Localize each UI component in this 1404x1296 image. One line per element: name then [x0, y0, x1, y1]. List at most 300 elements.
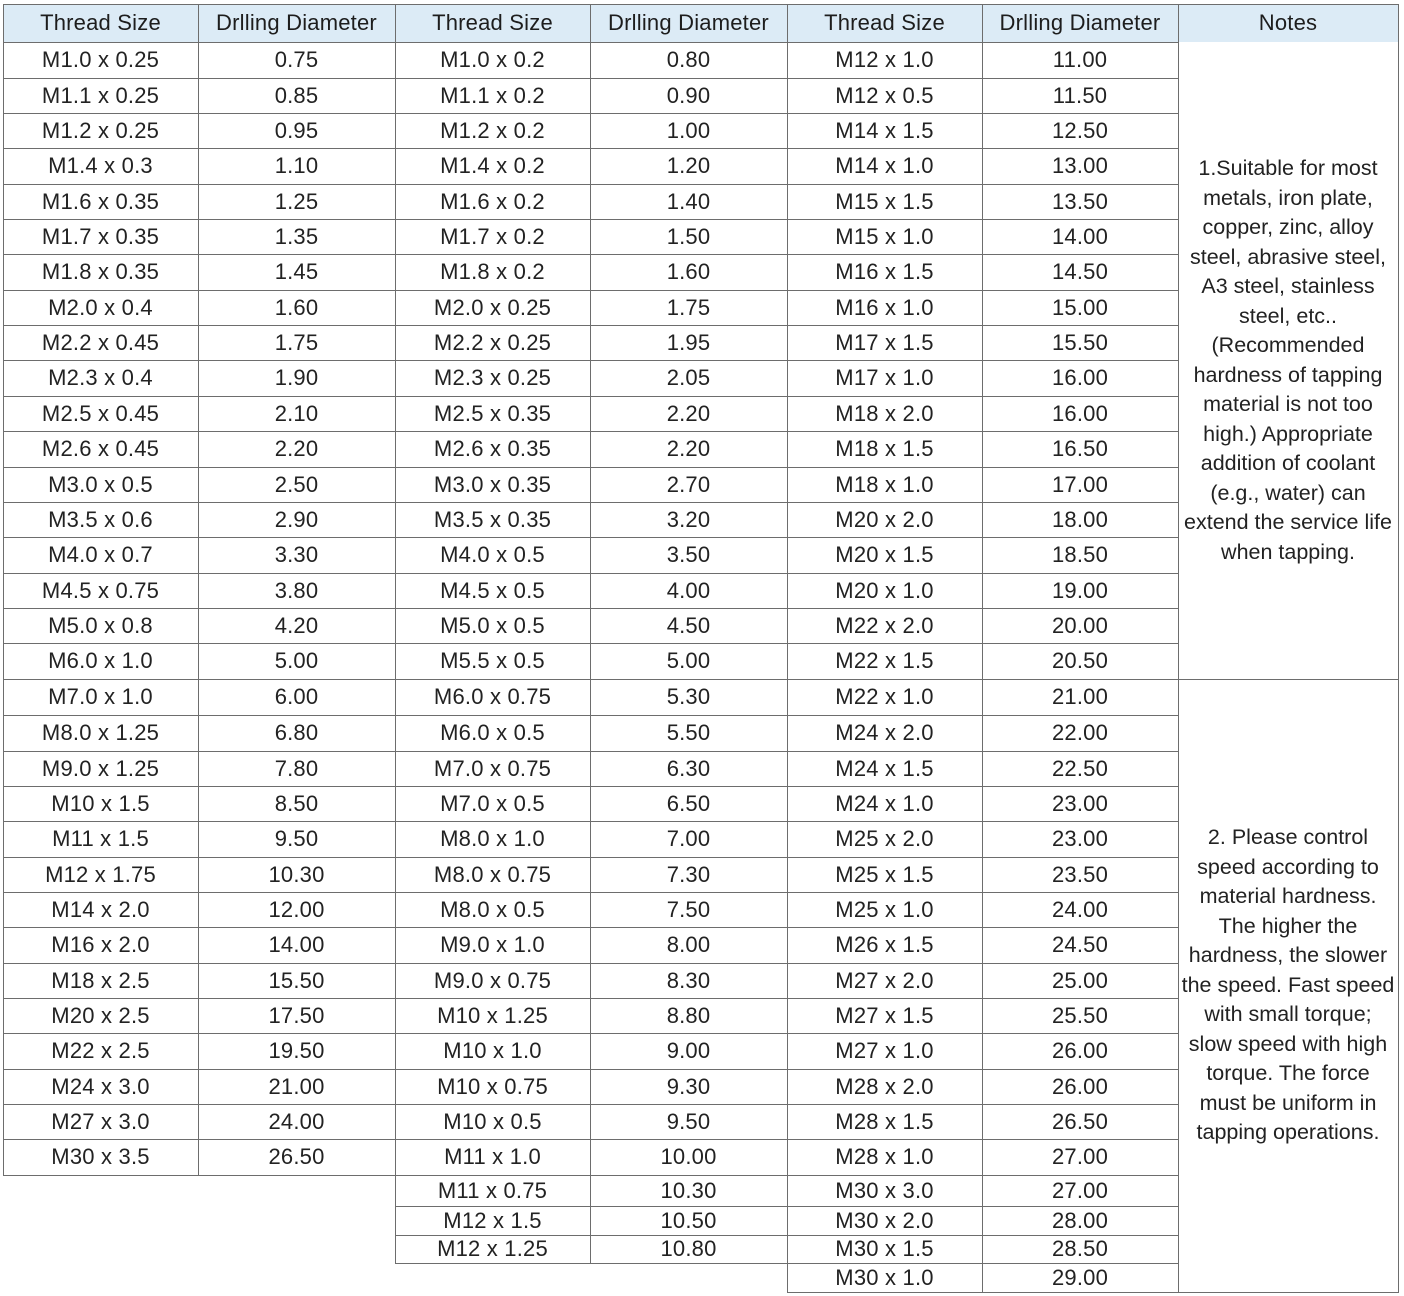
table-rule — [395, 42, 788, 43]
thread-size-cell: M8.0 x 1.0 — [440, 826, 545, 851]
drilling-diameter-cell: 26.50 — [268, 1144, 325, 1169]
thread-size-cell: M24 x 2.0 — [835, 720, 934, 745]
drilling-diameter-cell: 21.00 — [1051, 684, 1109, 709]
thread-size-cell: M20 x 2.5 — [51, 1002, 150, 1028]
table-rule — [395, 927, 788, 928]
table-rule — [787, 396, 1179, 397]
table-rule — [395, 219, 788, 220]
thread-size-cell: M28 x 2.0 — [835, 1073, 934, 1099]
thread-size-cell: M12 x 1.5 — [443, 1207, 542, 1233]
table-rule — [3, 290, 396, 291]
table-rule — [787, 502, 1179, 503]
table-rule — [787, 1069, 1179, 1070]
drilling-diameter-cell: 5.00 — [274, 648, 319, 673]
table-rule — [3, 998, 396, 999]
thread-size-cell: M2.2 x 0.45 — [41, 329, 160, 355]
drilling-diameter-cell: 8.00 — [666, 932, 711, 957]
thread-size-cell: M17 x 1.5 — [835, 329, 934, 355]
table-rule — [787, 1263, 1179, 1264]
drilling-diameter-cell: 1.40 — [666, 188, 711, 214]
thread-size-cell: M2.3 x 0.4 — [48, 365, 153, 390]
thread-size-cell: M2.6 x 0.35 — [433, 436, 552, 461]
table-rule — [3, 184, 396, 185]
drilling-diameter-cell: 1.75 — [274, 329, 319, 355]
drilling-diameter-cell: 1.20 — [666, 153, 711, 178]
table-rule — [395, 1069, 788, 1070]
thread-size-cell: M11 x 1.0 — [444, 1144, 541, 1169]
drilling-diameter-cell: 6.80 — [274, 720, 319, 745]
table-rule — [395, 4, 396, 1264]
drilling-diameter-cell: 26.00 — [1051, 1038, 1109, 1063]
drilling-diameter-cell: 20.00 — [1051, 612, 1109, 638]
thread-size-cell: M16 x 2.0 — [51, 932, 150, 957]
note-1: 1.Suitable for most metals, iron plate, copper, zinc, alloy steel, abrasive steel, A3 steel, stainless steel, etc..(Recommended hardness of tapping material is not too high.) Appropriate addition of coolant (e.g., water) can extend the service life when tapping. — [1184, 156, 1392, 564]
drilling-diameter-cell: 19.50 — [268, 1038, 325, 1063]
thread-size-cell: M2.5 x 0.35 — [433, 400, 552, 426]
thread-size-cell: M6.0 x 1.0 — [48, 648, 153, 673]
thread-size-cell: M12 x 1.75 — [45, 861, 156, 887]
thread-size-cell: M1.4 x 0.2 — [440, 153, 545, 178]
table-rule — [787, 679, 1179, 680]
table-rule — [3, 1033, 396, 1034]
drilling-diameter-cell: 10.30 — [268, 861, 325, 887]
table-rule — [1178, 4, 1179, 1293]
drilling-diameter-cell: 4.00 — [666, 577, 711, 603]
drilling-diameter-cell: 12.50 — [1051, 117, 1109, 143]
table-rule — [395, 396, 788, 397]
table-rule — [787, 219, 1179, 220]
table-rule — [395, 715, 788, 716]
drilling-diameter-cell: 1.75 — [666, 294, 711, 320]
thread-size-cell: M15 x 1.5 — [835, 188, 934, 214]
drilling-diameter-cell: 1.60 — [274, 294, 319, 320]
drilling-diameter-cell: 1.10 — [274, 153, 319, 178]
drilling-diameter-cell: 23.50 — [1051, 861, 1109, 887]
thread-size-cell: M14 x 1.5 — [835, 117, 934, 143]
thread-size-cell: M3.0 x 0.5 — [48, 471, 153, 497]
drilling-diameter-cell: 6.00 — [274, 684, 319, 709]
thread-size-cell: M4.5 x 0.5 — [440, 577, 545, 603]
thread-size-cell: M26 x 1.5 — [835, 932, 934, 957]
thread-size-cell: M1.2 x 0.25 — [41, 117, 160, 143]
thread-size-cell: M5.5 x 0.5 — [440, 648, 545, 673]
drilling-diameter-cell: 22.00 — [1051, 720, 1109, 745]
drilling-diameter-cell: 11.50 — [1052, 82, 1108, 108]
thread-size-cell: M18 x 1.0 — [835, 471, 934, 497]
table-rule — [1398, 4, 1399, 1293]
thread-size-cell: M5.0 x 0.5 — [440, 612, 545, 638]
table-rule — [395, 1235, 788, 1236]
drilling-diameter-cell: 8.30 — [666, 967, 711, 993]
table-rule — [787, 892, 1179, 893]
table-rule — [787, 184, 1179, 185]
drilling-diameter-cell: 18.50 — [1051, 542, 1109, 567]
drilling-diameter-cell: 24.50 — [1051, 932, 1109, 957]
table-rule — [787, 821, 1179, 822]
drilling-diameter-cell: 5.00 — [666, 648, 711, 673]
thread-size-cell: M7.0 x 0.5 — [440, 790, 545, 816]
table-rule — [787, 927, 1179, 928]
thread-size-cell: M3.0 x 0.35 — [433, 471, 552, 497]
thread-size-cell: M5.0 x 0.8 — [48, 612, 153, 638]
table-rule — [3, 1069, 396, 1070]
table-rule — [787, 537, 1179, 538]
table-rule — [787, 573, 1179, 574]
table-rule — [787, 254, 1179, 255]
drilling-diameter-cell: 9.30 — [666, 1073, 711, 1099]
drilling-diameter-cell: 11.00 — [1052, 47, 1108, 72]
thread-size-cell: M12 x 1.25 — [437, 1236, 548, 1261]
table-rule — [787, 1139, 1179, 1140]
drilling-diameter-cell: 6.50 — [666, 790, 711, 816]
table-rule — [3, 219, 396, 220]
drilling-diameter-cell: 21.00 — [268, 1073, 325, 1099]
thread-size-cell: M20 x 1.5 — [835, 542, 934, 567]
thread-size-cell: M20 x 1.0 — [835, 577, 934, 603]
table-rule — [787, 608, 1179, 609]
thread-size-cell: M11 x 1.5 — [52, 826, 149, 851]
thread-size-cell: M1.7 x 0.2 — [440, 223, 545, 249]
drilling-diameter-cell: 14.00 — [268, 932, 325, 957]
drilling-diameter-cell: 1.00 — [666, 117, 711, 143]
drilling-diameter-cell: 2.70 — [666, 471, 711, 497]
drilling-diameter-cell: 25.50 — [1051, 1002, 1109, 1028]
drilling-diameter-cell: 8.50 — [274, 790, 319, 816]
drilling-diameter-cell: 15.00 — [1051, 294, 1109, 320]
drilling-diameter-cell: 18.00 — [1051, 506, 1109, 532]
table-rule — [3, 573, 396, 574]
table-rule — [395, 608, 788, 609]
drilling-diameter-cell: 28.00 — [1051, 1207, 1109, 1233]
drilling-diameter-cell: 13.50 — [1051, 188, 1109, 214]
table-rule — [395, 184, 788, 185]
thread-size-cell: M25 x 1.5 — [835, 861, 934, 887]
table-rule — [1178, 1292, 1399, 1293]
drilling-diameter-cell: 2.20 — [666, 436, 711, 461]
thread-size-cell: M25 x 1.0 — [835, 896, 934, 922]
drilling-diameter-cell: 1.60 — [666, 259, 711, 284]
thread-size-cell: M7.0 x 0.75 — [433, 755, 552, 781]
table-rule — [3, 148, 396, 149]
thread-size-cell: M2.0 x 0.4 — [48, 294, 153, 320]
thread-size-cell: M4.0 x 0.5 — [440, 542, 545, 567]
table-rule — [395, 290, 788, 291]
thread-size-cell: M28 x 1.0 — [835, 1144, 934, 1169]
table-rule — [3, 254, 396, 255]
table-rule — [787, 715, 1179, 716]
table-rule — [787, 643, 1179, 644]
drilling-diameter-cell: 16.00 — [1051, 365, 1109, 390]
table-rule — [198, 4, 199, 1176]
drilling-diameter-cell: 5.30 — [666, 684, 711, 709]
drilling-diameter-cell: 26.50 — [1051, 1108, 1109, 1134]
drilling-diameter-cell: 2.90 — [274, 506, 319, 532]
table-rule — [3, 42, 396, 43]
drilling-diameter-cell: 17.50 — [268, 1002, 325, 1028]
table-rule — [787, 998, 1179, 999]
thread-size-cell: M1.1 x 0.25 — [41, 82, 160, 108]
column-header: Notes — [1178, 4, 1398, 42]
table-rule — [395, 113, 788, 114]
table-rule — [395, 1104, 788, 1105]
drilling-diameter-cell: 0.90 — [666, 82, 711, 108]
drilling-diameter-cell: 14.50 — [1051, 259, 1109, 284]
drilling-diameter-cell: 12.00 — [268, 896, 325, 922]
table-rule — [787, 786, 1179, 787]
table-rule — [3, 608, 396, 609]
table-rule — [787, 360, 1179, 361]
drilling-diameter-cell: 13.00 — [1051, 153, 1109, 178]
table-rule — [395, 254, 788, 255]
table-rule — [982, 4, 983, 1293]
thread-size-cell: M28 x 1.5 — [835, 1108, 934, 1134]
column-header: Thread Size — [787, 4, 982, 42]
thread-size-cell: M2.6 x 0.45 — [41, 436, 160, 461]
drilling-diameter-cell: 27.00 — [1051, 1177, 1109, 1203]
table-rule — [3, 1139, 396, 1140]
thread-size-cell: M16 x 1.5 — [835, 259, 934, 284]
drilling-diameter-cell: 3.80 — [274, 577, 319, 603]
table-rule — [3, 963, 396, 964]
thread-size-cell: M18 x 2.0 — [835, 400, 934, 426]
drilling-diameter-cell: 0.75 — [274, 47, 319, 72]
thread-size-cell: M24 x 1.0 — [835, 790, 934, 816]
table-rule — [590, 4, 591, 1264]
table-rule — [395, 1033, 788, 1034]
drilling-diameter-cell: 0.85 — [274, 82, 319, 108]
drilling-diameter-cell: 7.80 — [274, 755, 319, 781]
thread-size-cell: M30 x 2.0 — [835, 1207, 934, 1233]
column-header: Thread Size — [395, 4, 590, 42]
column-header: Drlling Diameter — [982, 4, 1178, 42]
drilling-diameter-cell: 7.00 — [666, 826, 711, 851]
column-header: Thread Size — [3, 4, 198, 42]
drilling-diameter-cell: 23.00 — [1051, 826, 1109, 851]
drilling-diameter-cell: 1.95 — [666, 329, 711, 355]
table-rule — [395, 751, 788, 752]
drilling-diameter-cell: 24.00 — [1051, 896, 1109, 922]
thread-size-cell: M30 x 3.5 — [51, 1144, 150, 1169]
drilling-diameter-cell: 8.80 — [666, 1002, 711, 1028]
thread-size-cell: M2.0 x 0.25 — [433, 294, 552, 320]
table-rule — [3, 715, 396, 716]
thread-size-cell: M9.0 x 1.25 — [41, 755, 160, 781]
thread-size-cell: M1.8 x 0.2 — [440, 259, 545, 284]
table-rule — [3, 325, 396, 326]
table-rule — [3, 857, 396, 858]
thread-size-cell: M11 x 0.75 — [437, 1177, 548, 1203]
table-rule — [787, 1033, 1179, 1034]
thread-size-cell: M17 x 1.0 — [835, 365, 934, 390]
drilling-diameter-cell: 2.20 — [666, 400, 711, 426]
drilling-diameter-cell: 10.50 — [660, 1207, 717, 1233]
thread-size-cell: M1.6 x 0.2 — [440, 188, 545, 214]
drilling-diameter-cell: 5.50 — [666, 720, 711, 745]
table-rule — [787, 1206, 1179, 1207]
drilling-diameter-cell: 2.10 — [274, 400, 319, 426]
thread-size-cell: M8.0 x 0.75 — [433, 861, 552, 887]
thread-size-cell: M10 x 1.5 — [51, 790, 150, 816]
table-rule — [3, 927, 396, 928]
table-rule — [395, 78, 788, 79]
drilling-diameter-cell: 0.95 — [274, 117, 319, 143]
thread-size-cell: M24 x 3.0 — [51, 1073, 150, 1099]
table-rule — [787, 1104, 1179, 1105]
table-rule — [3, 643, 396, 644]
table-rule — [3, 4, 1399, 5]
drilling-diameter-cell: 3.50 — [666, 542, 711, 567]
thread-size-cell: M9.0 x 0.75 — [433, 967, 552, 993]
table-rule — [395, 1175, 788, 1176]
thread-size-cell: M27 x 1.5 — [835, 1002, 934, 1028]
drilling-diameter-cell: 1.25 — [274, 188, 319, 214]
thread-size-cell: M8.0 x 1.25 — [41, 720, 160, 745]
drilling-diameter-cell: 20.50 — [1051, 648, 1109, 673]
table-rule — [395, 502, 788, 503]
table-rule — [395, 360, 788, 361]
table-rule — [395, 1263, 788, 1264]
drilling-diameter-cell: 29.00 — [1051, 1264, 1109, 1290]
table-rule — [787, 467, 1179, 468]
table-rule — [3, 679, 396, 680]
table-rule — [395, 821, 788, 822]
thread-size-cell: M8.0 x 0.5 — [440, 896, 545, 922]
thread-size-cell: M1.7 x 0.35 — [41, 223, 160, 249]
thread-size-cell: M4.5 x 0.75 — [41, 577, 160, 603]
thread-size-cell: M22 x 1.0 — [835, 684, 934, 709]
thread-size-cell: M1.1 x 0.2 — [440, 82, 545, 108]
table-rule — [3, 751, 396, 752]
thread-size-cell: M1.6 x 0.35 — [41, 188, 160, 214]
table-rule — [395, 573, 788, 574]
drilling-diameter-cell: 2.05 — [666, 365, 711, 390]
thread-size-cell: M30 x 3.0 — [835, 1177, 934, 1203]
thread-size-cell: M30 x 1.0 — [835, 1264, 934, 1290]
table-rule — [787, 4, 788, 1293]
table-rule — [395, 643, 788, 644]
table-rule — [3, 467, 396, 468]
column-header: Drlling Diameter — [590, 4, 787, 42]
drilling-diameter-cell: 4.20 — [274, 612, 319, 638]
table-rule — [787, 42, 1179, 43]
thread-size-cell: M10 x 0.5 — [443, 1108, 542, 1134]
table-rule — [787, 290, 1179, 291]
drilling-diameter-cell: 9.50 — [274, 826, 319, 851]
thread-size-cell: M22 x 2.5 — [51, 1038, 150, 1063]
drilling-diameter-cell: 15.50 — [268, 967, 325, 993]
drilling-diameter-cell: 4.50 — [666, 612, 711, 638]
thread-size-cell: M27 x 2.0 — [835, 967, 934, 993]
drilling-diameter-cell: 10.00 — [660, 1144, 717, 1169]
table-rule — [787, 1235, 1179, 1236]
thread-size-cell: M12 x 1.0 — [835, 47, 934, 72]
thread-size-cell: M7.0 x 1.0 — [48, 684, 153, 709]
thread-size-cell: M1.8 x 0.35 — [41, 259, 160, 284]
drilling-diameter-cell: 0.80 — [666, 47, 711, 72]
thread-size-cell: M22 x 2.0 — [835, 612, 934, 638]
drilling-diameter-cell: 10.80 — [660, 1236, 717, 1261]
table-rule — [3, 431, 396, 432]
table-rule — [787, 148, 1179, 149]
table-rule — [3, 1175, 396, 1176]
thread-size-cell: M18 x 1.5 — [835, 436, 934, 461]
drilling-diameter-cell: 16.00 — [1051, 400, 1109, 426]
table-rule — [787, 78, 1179, 79]
drilling-diameter-cell: 1.90 — [274, 365, 319, 390]
table-rule — [787, 325, 1179, 326]
drilling-diameter-cell: 3.30 — [274, 542, 319, 567]
table-rule — [787, 1292, 1179, 1293]
thread-size-cell: M1.2 x 0.2 — [440, 117, 545, 143]
table-rule — [3, 502, 396, 503]
table-rule — [787, 963, 1179, 964]
table-rule — [395, 431, 788, 432]
table-rule — [395, 786, 788, 787]
drilling-diameter-cell: 6.30 — [666, 755, 711, 781]
thread-size-cell: M20 x 2.0 — [835, 506, 934, 532]
thread-size-cell: M2.2 x 0.25 — [433, 329, 552, 355]
drilling-diameter-cell: 25.00 — [1051, 967, 1109, 993]
drilling-diameter-cell: 27.00 — [1051, 1144, 1109, 1169]
table-rule — [787, 113, 1179, 114]
drilling-diameter-cell: 14.00 — [1051, 223, 1109, 249]
thread-size-cell: M6.0 x 0.75 — [433, 684, 552, 709]
thread-size-cell: M14 x 2.0 — [51, 896, 150, 922]
table-rule — [3, 1104, 396, 1105]
thread-size-cell: M1.0 x 0.25 — [41, 47, 160, 72]
thread-size-cell: M6.0 x 0.5 — [440, 720, 545, 745]
thread-size-cell: M18 x 2.5 — [51, 967, 150, 993]
thread-size-cell: M24 x 1.5 — [835, 755, 934, 781]
thread-size-cell: M3.5 x 0.6 — [48, 506, 153, 532]
table-rule — [3, 396, 396, 397]
table-rule — [3, 892, 396, 893]
thread-size-cell: M2.3 x 0.25 — [433, 365, 552, 390]
drilling-diameter-cell: 15.50 — [1051, 329, 1109, 355]
drilling-diameter-cell: 9.50 — [666, 1108, 711, 1134]
table-rule — [787, 857, 1179, 858]
thread-size-cell: M2.5 x 0.45 — [41, 400, 160, 426]
drilling-diameter-cell: 2.20 — [274, 436, 319, 461]
thread-size-cell: M22 x 1.5 — [835, 648, 934, 673]
thread-size-cell: M27 x 1.0 — [835, 1038, 934, 1063]
table-rule — [395, 1206, 788, 1207]
table-rule — [395, 892, 788, 893]
table-rule — [3, 4, 4, 1176]
drilling-diameter-cell: 28.50 — [1051, 1236, 1109, 1261]
table-rule — [3, 360, 396, 361]
thread-size-cell: M10 x 0.75 — [437, 1073, 548, 1099]
table-rule — [787, 1175, 1179, 1176]
table-rule — [3, 537, 396, 538]
drilling-diameter-cell: 7.30 — [666, 861, 711, 887]
drilling-diameter-cell: 9.00 — [666, 1038, 711, 1063]
table-rule — [395, 679, 788, 680]
thread-size-cell: M9.0 x 1.0 — [440, 932, 545, 957]
thread-size-cell: M10 x 1.25 — [437, 1002, 548, 1028]
thread-size-cell: M16 x 1.0 — [835, 294, 934, 320]
thread-size-cell: M27 x 3.0 — [51, 1108, 150, 1134]
table-rule — [395, 963, 788, 964]
drilling-diameter-cell: 7.50 — [666, 896, 711, 922]
thread-size-cell: M25 x 2.0 — [835, 826, 934, 851]
table-rule — [3, 821, 396, 822]
thread-size-cell: M14 x 1.0 — [835, 153, 934, 178]
drilling-diameter-cell: 1.45 — [274, 259, 319, 284]
table-rule — [3, 786, 396, 787]
table-rule — [395, 537, 788, 538]
table-rule — [395, 998, 788, 999]
